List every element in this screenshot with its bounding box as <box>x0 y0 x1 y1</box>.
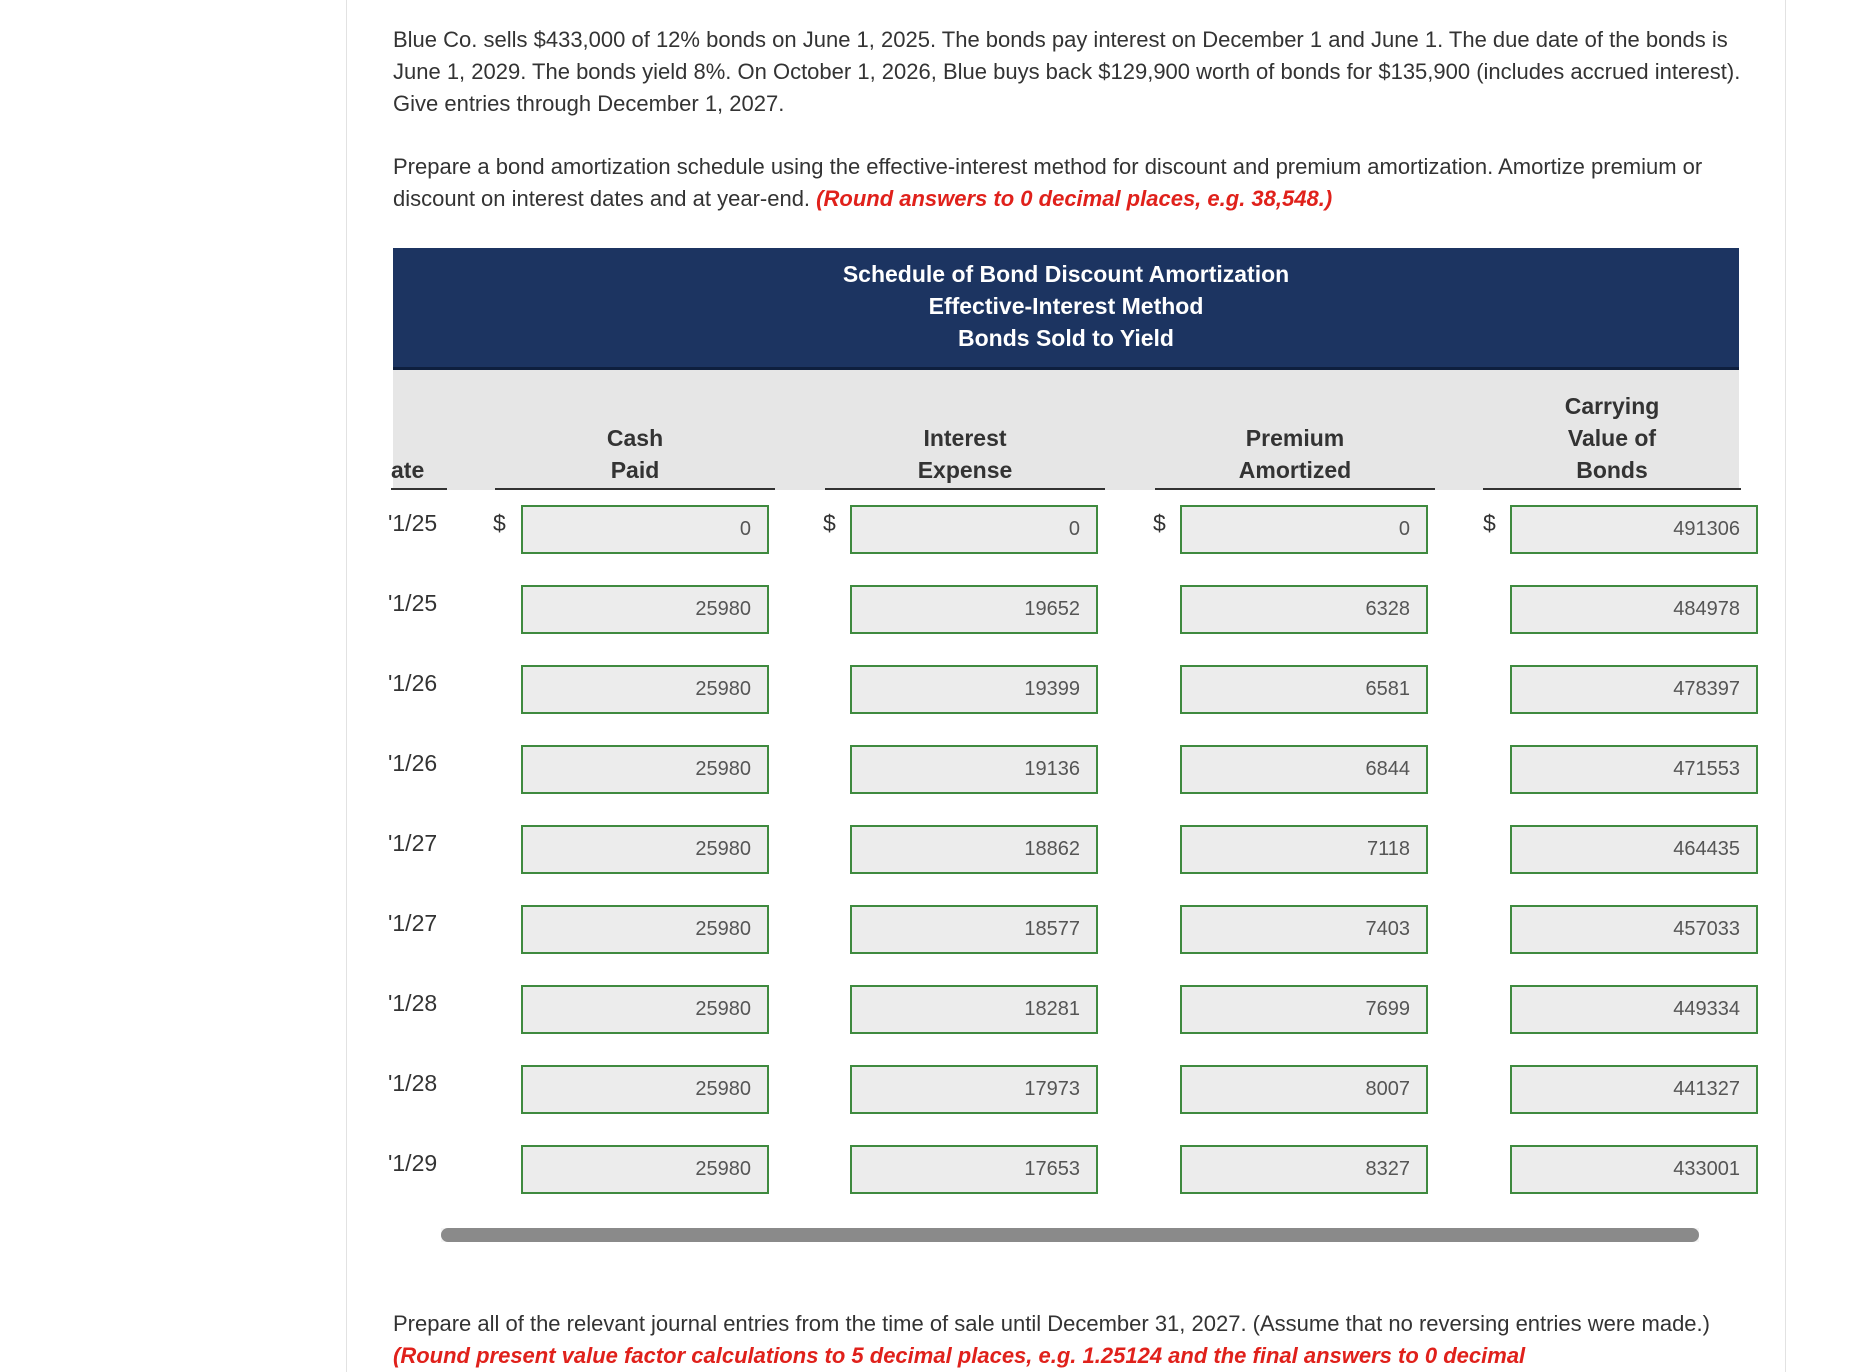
carrying-input[interactable] <box>1510 1145 1758 1194</box>
dollar-sign: $ <box>823 510 836 536</box>
cash-input[interactable] <box>521 745 769 794</box>
row-date: '1/25 <box>388 590 438 616</box>
table-row <box>388 890 1739 970</box>
schedule-instruction: Prepare a bond amortization schedule using the effective-interest method for discount and premium amortization. Amortize premium or discount on interest dates and at year-end. (Round answers to 0 decimal places, e.g. 38,548.) <box>393 154 1703 211</box>
row-date: '1/29 <box>388 1150 438 1176</box>
carrying-input[interactable] <box>1510 505 1758 554</box>
carrying-input[interactable] <box>1510 1065 1758 1114</box>
row-date: '1/27 <box>388 910 438 936</box>
interest-input[interactable] <box>850 825 1098 874</box>
cash-input[interactable] <box>521 1145 769 1194</box>
cash-input[interactable] <box>521 665 769 714</box>
schedule-title <box>393 248 1739 370</box>
interest-input[interactable] <box>850 1065 1098 1114</box>
schedule-table <box>388 248 1739 1215</box>
table-row <box>388 650 1739 730</box>
table-row <box>388 570 1739 650</box>
cash-paid-column-header: Cash Paid <box>495 422 775 490</box>
carrying-value-column-header: Carrying Value of Bonds <box>1483 390 1741 490</box>
schedule-title-line-2: Effective-Interest Method <box>928 293 1204 319</box>
premium-input[interactable] <box>1180 1065 1428 1114</box>
premium-input[interactable] <box>1180 745 1428 794</box>
premium-input[interactable] <box>1180 665 1428 714</box>
carrying-input[interactable] <box>1510 985 1758 1034</box>
premium-input[interactable] <box>1180 585 1428 634</box>
cash-input[interactable] <box>521 985 769 1034</box>
carrying-input[interactable] <box>1510 905 1758 954</box>
dollar-sign: $ <box>1483 510 1496 536</box>
schedule-title-line-1: Schedule of Bond Discount Amortization <box>842 261 1290 287</box>
table-row <box>388 730 1739 810</box>
rounding-hint: (Round answers to 0 decimal places, e.g. 38,548.) <box>816 186 1333 211</box>
problem-statement: Blue Co. sells $433,000 of 12% bonds on June 1, 2025. The bonds pay interest on December 1 and June 1. The due date of the bonds is June 1, 2029. The bonds yield 8%. On October 1, 2026, Blue buys back $129,900 worth of bonds for $135,900 (includes accrued interest). Give entries through December 1, 2027. <box>393 27 1741 116</box>
date-column-header: ate <box>391 454 447 490</box>
table-row <box>388 1050 1739 1130</box>
column-header-row <box>393 370 1739 490</box>
carrying-input[interactable] <box>1510 585 1758 634</box>
journal-rounding-hint: (Round present value factor calculations to 5 decimal places, e.g. 1.25124 and the final answers to 0 decimal <box>393 1343 1526 1368</box>
interest-expense-column-header: Interest Expense <box>825 422 1105 490</box>
carrying-input[interactable] <box>1510 665 1758 714</box>
row-date: '1/25 <box>388 510 438 536</box>
premium-input[interactable] <box>1180 905 1428 954</box>
interest-input[interactable] <box>850 905 1098 954</box>
journal-entries-instruction: Prepare all of the relevant journal entries from the time of sale until December 31, 2027. (Assume that no reversing entries were made.) (Round present value factor calculations to 5 decimal places, e.g. 1.25124 and the final answers to 0 decimal <box>393 1311 1710 1368</box>
cash-input[interactable] <box>521 905 769 954</box>
table-row <box>388 810 1739 890</box>
cash-input[interactable] <box>521 825 769 874</box>
premium-input[interactable] <box>1180 1145 1428 1194</box>
row-date: '1/28 <box>388 990 438 1016</box>
row-date: '1/27 <box>388 830 438 856</box>
premium-amortized-column-header: Premium Amortized <box>1155 422 1435 490</box>
dollar-sign: $ <box>493 510 506 536</box>
interest-input[interactable] <box>850 745 1098 794</box>
interest-input[interactable] <box>850 505 1098 554</box>
interest-input[interactable] <box>850 1145 1098 1194</box>
carrying-input[interactable] <box>1510 825 1758 874</box>
cash-input[interactable] <box>521 585 769 634</box>
schedule-title-line-3: Bonds Sold to Yield <box>958 325 1174 351</box>
row-date: '1/28 <box>388 1070 438 1096</box>
horizontal-scrollbar-thumb[interactable] <box>441 1228 1699 1242</box>
cash-input[interactable] <box>521 505 769 554</box>
row-date: '1/26 <box>388 750 438 776</box>
row-date: '1/26 <box>388 670 438 696</box>
premium-input[interactable] <box>1180 985 1428 1034</box>
table-row <box>388 1130 1739 1210</box>
table-row <box>388 490 1739 570</box>
interest-input[interactable] <box>850 985 1098 1034</box>
dollar-sign: $ <box>1153 510 1166 536</box>
cash-input[interactable] <box>521 1065 769 1114</box>
premium-input[interactable] <box>1180 825 1428 874</box>
interest-input[interactable] <box>850 585 1098 634</box>
interest-input[interactable] <box>850 665 1098 714</box>
carrying-input[interactable] <box>1510 745 1758 794</box>
table-row <box>388 970 1739 1050</box>
premium-input[interactable] <box>1180 505 1428 554</box>
